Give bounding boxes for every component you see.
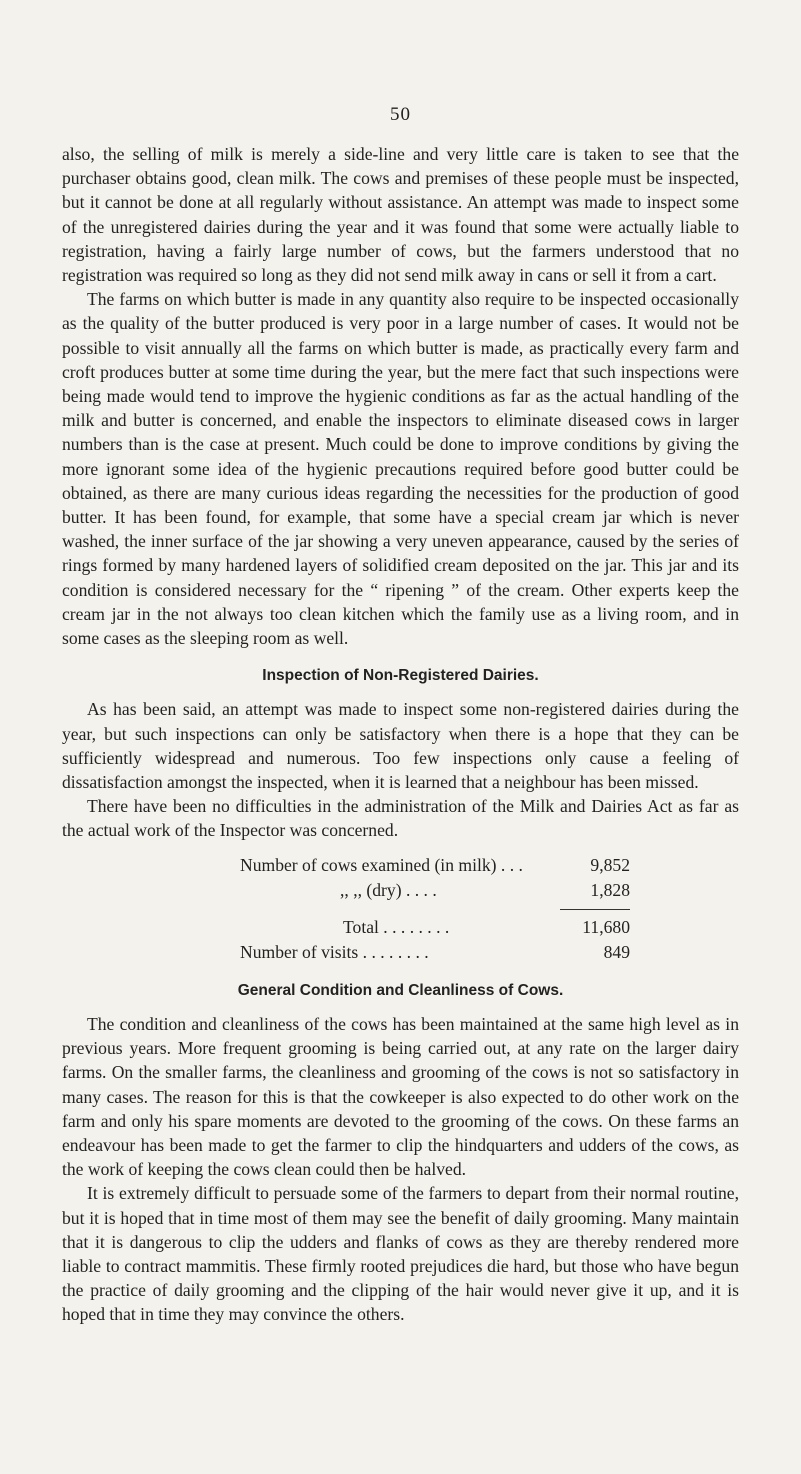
- section-heading-inspection: Inspection of Non-Registered Dairies.: [262, 667, 539, 685]
- paragraph: The condition and cleanliness of the cows has been maintained at the same high level as in previous years. More frequent grooming is being carried out, at any rate on the larger dairy farms. On the smaller farms, the cleanliness and grooming of the cows is not so satisfactory in many cases. The reason for this is that the cowkeeper is also expected to do other work on the farm and only his spare moments are devoted to the grooming of the cows. On these farms an endeavour has been made to get the farmer to clip the hindquarters and udders of the cows, as the work of keeping the cows clean could then be halved.: [62, 1013, 739, 1180]
- stat-value: 9,852: [590, 854, 630, 875]
- document-body: [62, 142, 739, 1327]
- inspection-stats-table: [62, 853, 630, 965]
- paragraph: It is extremely difficult to persuade some of the farmers to depart from their normal routine, but it is hoped that in time most of them may see the benefit of daily grooming. Many maintain that it is dangerous to clip the udders and flanks of cows as they are thereby rendered more liable to contract mammitis. These firmly rooted prejudices die hard, but those who have begun the practice of daily grooming and the clipping of the hair would never give it up, and it is hoped that in time they may convince the others.: [62, 1183, 739, 1325]
- stat-value: 11,680: [582, 916, 630, 937]
- page-number: 50: [390, 104, 411, 125]
- section-heading-cleanliness: General Condition and Cleanliness of Cows.: [237, 981, 564, 999]
- stat-label: ,, ,, (dry) . . . .: [340, 879, 437, 900]
- stat-row-total: [240, 915, 630, 940]
- stat-row-visits: [240, 940, 630, 965]
- stat-row: [240, 878, 630, 903]
- paragraph: also, the selling of milk is merely a side-line and very little care is taken to see that the purchaser obtains good, clean milk. The cows and premises of these people must be inspected, but it cannot be done at all regularly without assistance. An attempt was made to inspect some of the unregistered dairies during the year and it was found that some were actually liable to registration, having a fairly large number of cows, but the farmers understood that no registration was required so long as they did not send milk away in cans or sell it from a cart.: [62, 144, 739, 286]
- paragraph: As has been said, an attempt was made to inspect some non-registered dairies during the year, but such inspections can only be satisfactory when there is a hope that they can be sufficiently widespread and numerous. Too few inspections only cause a feeling of dissatisfaction amongst the inspected, when it is learned that a neighbour has been missed.: [62, 699, 739, 793]
- stat-label: Number of visits . . . . . . . .: [240, 941, 429, 962]
- stat-row: [240, 853, 630, 878]
- stat-label: Total . . . . . . . .: [343, 916, 450, 937]
- stat-value: 1,828: [590, 879, 630, 900]
- paragraph: The farms on which butter is made in any quantity also require to be inspected occasionally as the quality of the butter produced is very poor in a large number of cases. It would not be possible to visit annually all the farms on which butter is made, as practically every farm and croft produces butter at some time during the year, but the mere fact that such inspections were being made would tend to improve the hygienic conditions as far as the actual handling of the milk and butter is concerned, and enable the inspectors to eliminate diseased cows in larger numbers than is the case at present. Much could be done to improve conditions by giving the more ignorant some idea of the hygienic precautions required before good butter could be obtained, as there are many curious ideas regarding the necessities for the production of good butter. It has been found, for example, that some have a special cream jar which is never washed, the inner surface of the jar showing a very uneven appearance, caused by the series of rings formed by many hardened layers of solidified cream deposited on the jar. This jar and its condition is considered necessary for the “ ripening ” of the cream. Other experts keep the cream jar in the not always too clean kitchen which the family use as a living room, and in some cases as the sleeping room as well.: [62, 289, 739, 649]
- stat-value: 849: [603, 941, 630, 962]
- paragraph: There have been no difficulties in the administration of the Milk and Dairies Act as far as the actual work of the Inspector was concerned.: [62, 796, 739, 841]
- stat-label: Number of cows examined (in milk) . . .: [240, 854, 523, 875]
